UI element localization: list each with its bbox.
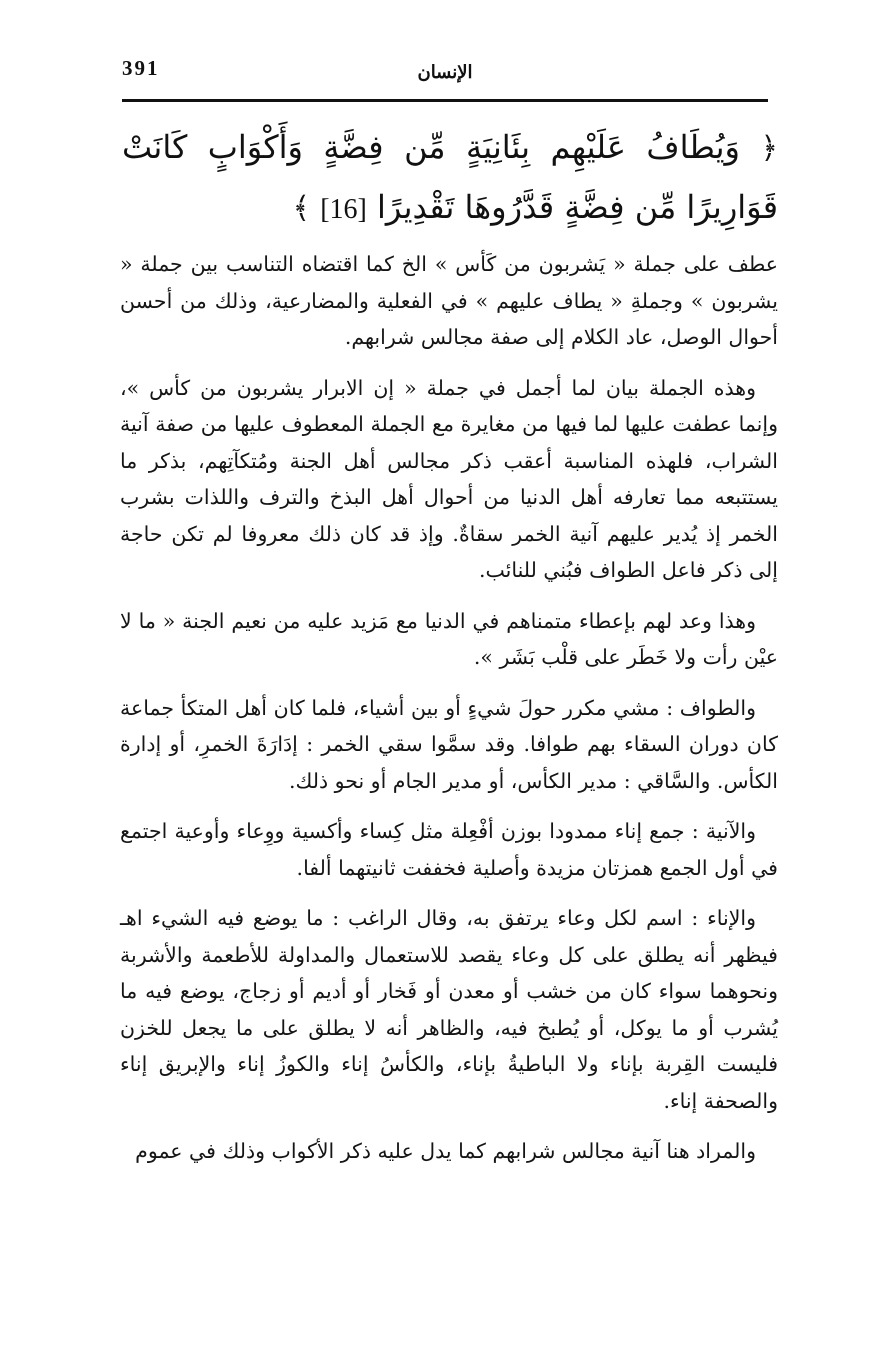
page-header	[122, 56, 768, 96]
quran-verse	[122, 118, 778, 239]
paragraph: وهذه الجملة بيان لما أجمل في جملة « إن الابرار يشربون من كأس »، وإنما عطفت عليها لما فيها من مغايرة مع الجملة المعطوف عليها من صفة آنية الشراب، فلهذه المناسبة أعقب ذكر مجالس أهل الجنة ومُتكآتِهم، بذكر ما يستتبعه مما تعارفه أهل الدنيا من أحوال أهل البذخ والترف واللذات بشرب الخمر إذ يُدير عليهم آنية الخمر سقاةٌ. وإذ قد كان ذلك معروفا لم تكن حاجة إلى ذكر فاعل الطواف فبُني للنائب.	[120, 375, 778, 582]
verse-number: [16]	[320, 194, 367, 225]
verse-text: وَيُطَافُ عَلَيْهِم بِئَانِيَةٍ مِّن فِضَّةٍ وَأَكْوَابٍ كَانَتْ قَوَارِيرًا مِّن فِضَّةٍ قَدَّرُوهَا تَقْدِيرًا	[122, 128, 778, 226]
paragraph: وهذا وعد لهم بإعطاء متمناهم في الدنيا مع مَزيد عليه من نعيم الجنة « ما لا عيْن رأت ولا خَطَر على قلْب بَشَر ».	[120, 608, 778, 669]
verse-open-bracket: ﴿	[760, 131, 779, 166]
paragraph: والآنية : جمع إناء ممدودا بوزن أفْعِلة مثل كِساء وأكسية ووِعاء وأوعية اجتمع في أول الجمع همزتان مزيدة وأصلية فخففت ثانيتهما ألفا.	[120, 819, 778, 880]
paragraph: والمراد هنا آنية مجالس شرابهم كما يدل عليه ذكر الأكواب وذلك في عموم	[135, 1139, 756, 1163]
verse-close-bracket: ﴾	[292, 191, 311, 226]
running-title: الإنسان	[417, 62, 473, 83]
paragraph: والإناء : اسم لكل وعاء يرتفق به، وقال الراغب : ما يوضع فيه الشيء اهـ فيظهر أنه يطلق على كل وعاء يقصد للاستعمال والمداولة للأطعمة والأشربة ونحوهما سواء كان من خشب أو معدن أو فَخار أو أديم أو زجاج، يوضع فيه ما يُشرب أو ما يوكل، أو يُطبخ فيه، والظاهر أنه لا يطلق على ما يجعل للخزن فليست القِربة بإناء ولا الباطيةُ بإناء، والكأسُ إناء والكوزُ إناء والإبريق إناء والصحفة إناء.	[120, 906, 778, 1113]
commentary-body	[120, 246, 778, 1184]
paragraph: عطف على جملة « يَشربون من كَأس » الخ كما اقتضاه التناسب بين جملة « يشربون » وجملةِ « يطاف عليهم » في الفعلية والمضارعية، وذلك من أحسن أحوال الوصل، عاد الكلام إلى صفة مجالس شرابهم.	[120, 252, 778, 349]
page-number: 391	[122, 56, 160, 80]
header-rule	[122, 99, 768, 102]
paragraph: والطواف : مشي مكرر حولَ شيءٍ أو بين أشياء، فلما كان أهل المتكأ جماعة كان دوران السقاء بهم طوافا. وقد سمَّوا سقي الخمر : إدَارَةَ الخمرِ، أو إدارة الكأس. والسَّاقي : مدير الكأس، أو مدير الجام أو نحو ذلك.	[120, 695, 778, 793]
